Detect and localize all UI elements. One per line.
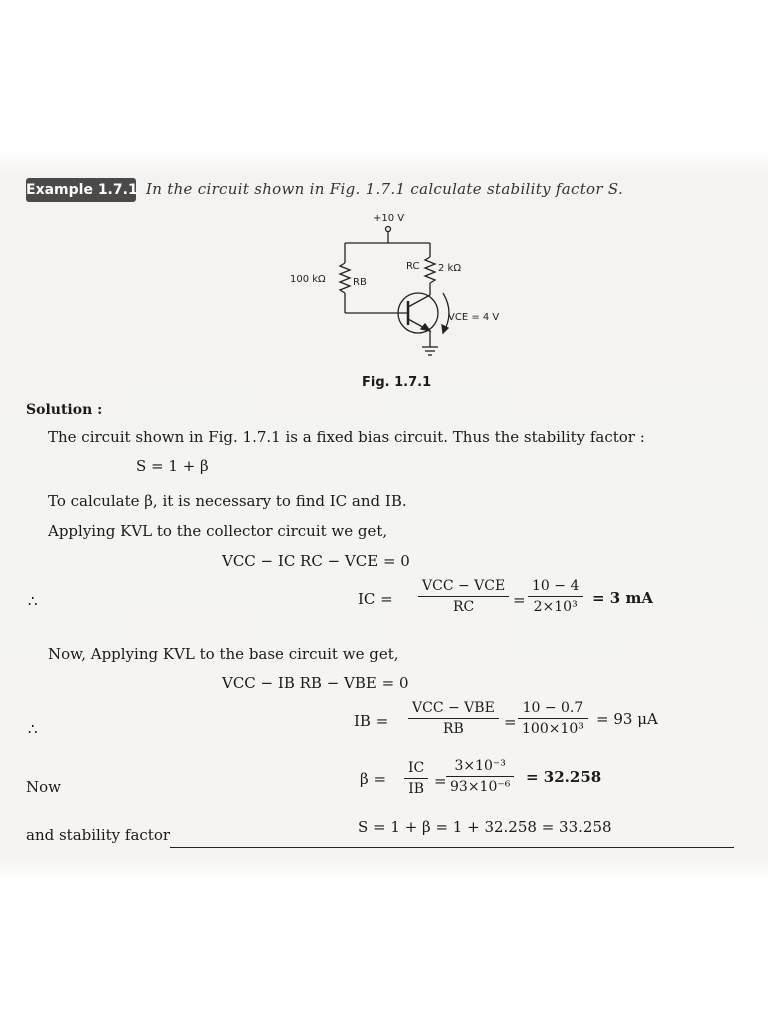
ib-denominator-2: 100×10³ [522,721,584,737]
solution-line-3: Applying KVL to the collector circuit we get, [48,522,388,540]
example-prompt: In the circuit shown in Fig. 1.7.1 calculate stability factor S. [146,180,624,198]
ic-numerator: VCC − VCE [422,578,506,594]
stability-equation: S = 1 + β [136,457,209,475]
rb-value: 100 kΩ [290,274,326,285]
ic-denominator: RC [452,599,475,615]
stability-factor-label: and stability factor [26,826,171,844]
beta-numerator-2: 3×10⁻³ [454,758,506,774]
beta-denominator-2: 93×10⁻⁶ [450,779,511,795]
beta-fraction-2 [446,758,514,795]
beta-lhs: β = [360,770,387,788]
ib-lhs: IB = [354,712,389,730]
kvl-collector-equation: VCC − IC RC − VCE = 0 [222,552,410,570]
ic-numerator-2: 10 − 4 [532,578,580,594]
supply-terminal [386,227,391,232]
therefore-symbol: ∴ [28,592,38,610]
ic-fraction-1 [418,578,509,615]
resistor-rb [340,263,350,293]
kvl-base-equation: VCC − IB RB − VBE = 0 [222,674,409,692]
ib-denominator: RB [442,721,464,737]
ib-numerator-2: 10 − 0.7 [522,700,584,716]
rc-value: 2 kΩ [438,263,461,274]
beta-fraction-1 [404,760,428,797]
ib-fraction-2 [518,700,588,737]
ic-denominator-2: 2×10³ [533,599,578,615]
beta-numerator: IC [408,760,425,776]
ic-fraction-2 [528,578,583,615]
figure-caption: Fig. 1.7.1 [362,375,432,390]
solution-heading: Solution : [26,402,103,418]
now-label: Now [26,778,61,796]
stability-result: S = 1 + β = 1 + 32.258 = 33.258 [358,818,612,836]
ic-lhs: IC = [358,590,393,608]
rc-label: RC [406,261,420,272]
ib-result: = 93 μA [596,710,658,728]
ib-fraction-1 [408,700,499,737]
solution-line-1: The circuit shown in Fig. 1.7.1 is a fixed bias circuit. Thus the stability factor : [48,428,645,446]
resistor-rc [425,257,435,283]
circuit-diagram [280,205,540,375]
ib-numerator: VCC − VBE [412,700,495,716]
supply-label: +10 V [373,213,405,224]
solution-line-2: To calculate β, it is necessary to find IC and IB. [48,492,407,510]
solution-line-4: Now, Applying KVL to the base circuit we get, [48,645,399,663]
beta-denominator: IB [408,781,425,797]
page: Example 1.7.1 In the circuit shown in Fig. 1.7.1 calculate stability factor S. +10 V 100 kΩ RB RC 2 kΩ VCE = 4 V Fig. 1.7.1 Solution : The circuit shown in Fig. 1.7.1 is a fixed bias circuit. Thus the stability factor : S = 1 + β To calculate β, it is necessary to find IC and IB. Applying KVL to the collector circuit we get, VCC − IC RC − VCE = 0 ∴ IC = VCC − VCE RC = 10 − 4 2×10³ = 3 mA Now, Applying KVL to the base circuit we get, VCC − IB RB − VBE = 0 ∴ IB = VCC − VBE RB = 10 − 0.7 100×10³ = 93 μA Now β = IC IB = 3×10⁻³ 93×10⁻⁶ = 32.258 and stability factor S = 1 + β = 1 + 32.258 = 33.258 [0,0,768,1024]
therefore-symbol-2: ∴ [28,720,38,738]
ic-result: = 3 mA [592,589,653,607]
rb-label: RB [353,277,367,288]
example-badge: Example 1.7.1 [26,178,136,202]
vce-label: VCE = 4 V [448,312,500,323]
bottom-rule [170,847,734,848]
beta-result: = 32.258 [526,768,602,786]
